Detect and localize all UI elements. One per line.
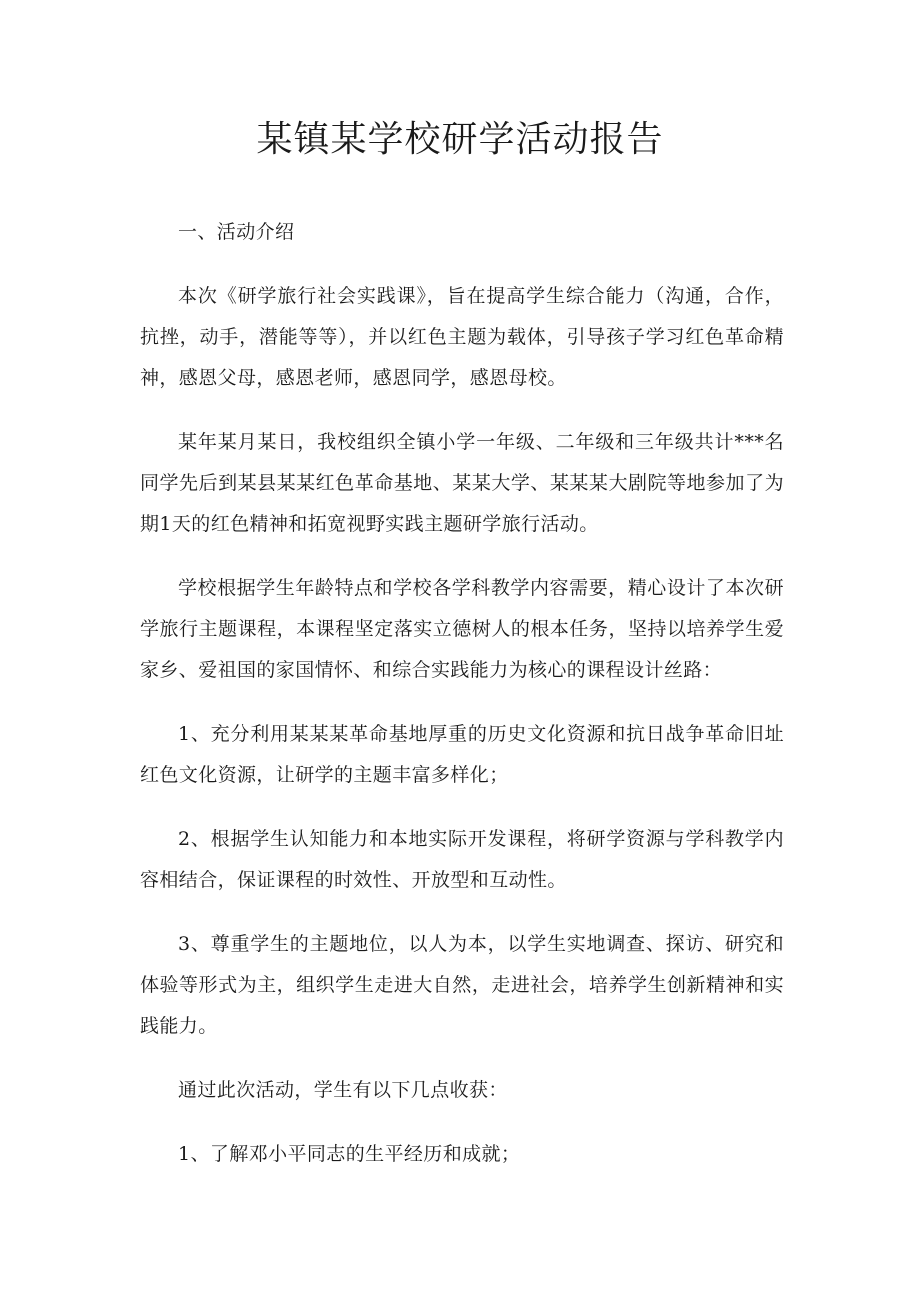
paragraph-course-design: 学校根据学生年龄特点和学校各学科教学内容需要，精心设计了本次研学旅行主题课程，本课程坚定落实立德树人的根本任务，坚持以培养学生爱家乡、爱祖国的家国情怀、和综合实践能力为核心的课程设计丝路： [140, 577, 784, 681]
section-heading-activity-intro: 一、活动介绍 [178, 221, 295, 243]
document-title: 某镇某学校研学活动报告 [256, 119, 664, 160]
list-item-design-3: 3、尊重学生的主题地位，以人为本，以学生实地调查、探访、研究和体验等形式为主，组织学生走进大自然，走进社会，培养学生创新精神和实践能力。 [140, 933, 784, 1037]
document-body [140, 212, 784, 1198]
list-item-gain-1: 1、了解邓小平同志的生平经历和成就； [178, 1143, 521, 1165]
list-item-design-1: 1、充分利用某某某革命基地厚重的历史文化资源和抗日战争革命旧址红色文化资源，让研学的主题丰富多样化； [140, 723, 784, 786]
paragraph-gains-intro: 通过此次活动，学生有以下几点收获： [178, 1079, 508, 1101]
paragraph-course-purpose: 本次《研学旅行社会实践课》，旨在提高学生综合能力（沟通，合作，抗挫，动手，潜能等等），并以红色主题为载体，引导孩子学习红色革命精神，感恩父母，感恩老师，感恩同学，感恩母校。 [140, 285, 784, 389]
paragraph-activity-details: 某年某月某日，我校组织全镇小学一年级、二年级和三年级共计***名同学先后到某县某某红色革命基地、某某大学、某某某大剧院等地参加了为期1天的红色精神和拓宽视野实践主题研学旅行活动。 [140, 431, 784, 535]
list-item-design-2: 2、根据学生认知能力和本地实际开发课程，将研学资源与学科教学内容相结合，保证课程的时效性、开放型和互动性。 [140, 828, 784, 891]
